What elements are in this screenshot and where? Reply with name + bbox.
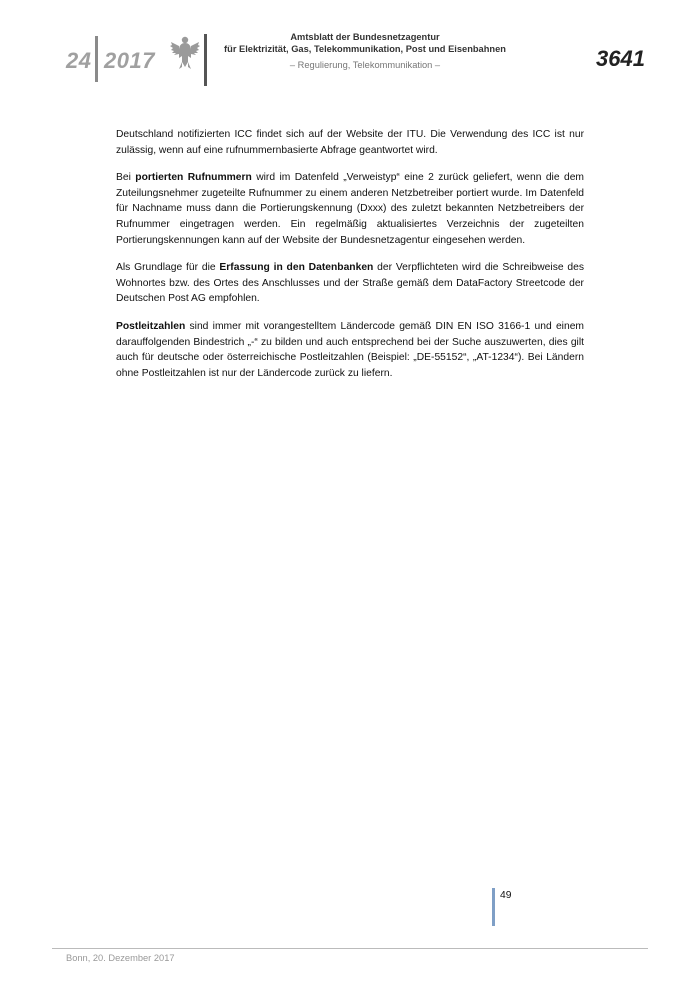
paragraph-2-emphasis: portierten Rufnummern xyxy=(135,172,252,184)
issue-year: 2017 xyxy=(104,48,155,73)
paragraph-3-emphasis: Erfassung in den Datenbanken xyxy=(219,262,374,274)
footer-date: Bonn, 20. Dezember 2017 xyxy=(66,953,175,963)
paragraph-1-text: Deutschland notifizierten ICC findet sich auf der Website der ITU. Die Verwendung des ICC ist nur zulässig, wenn auf eine rufnummernbasierte Abfrage geantwortet wird. xyxy=(116,129,584,156)
paragraph-3-text: der Verpflichteten wird die Schreibweise des Wohnortes bzw. des Ortes des Anschlusses und der Straße gemäß dem DataFactory Streetcode der Deutschen Post AG empfohlen. xyxy=(116,262,584,305)
inner-page-marker xyxy=(492,888,495,926)
gazette-title-line1: Amtsblatt der Bundesnetzagentur xyxy=(290,32,440,42)
issue-number: 24 xyxy=(66,48,92,73)
paragraph-2-prefix: Bei xyxy=(116,172,136,184)
paragraph-2 xyxy=(116,170,584,248)
footer-divider xyxy=(52,948,648,949)
page-number: 3641 xyxy=(596,46,645,71)
issue-divider xyxy=(95,36,98,82)
document-body xyxy=(116,127,584,393)
paragraph-3-prefix: Als Grundlage für die xyxy=(116,262,220,274)
gazette-title xyxy=(210,31,520,55)
paragraph-2-text: wird im Datenfeld „Verweistyp“ eine 2 zurück geliefert, wenn die dem Zuteilungsnehmer zugeteilte Rufnummer zu einem anderen Netzbetreiber portiert wurde. Im Datenfeld für Nachname muss dann die Portierungskennung (Dxxx) des zuletzt bekannten Netzbetreibers der Rufnummer eingetragen werden. Ein regelmäßig aktualisiertes Verzeichnis der zugeteilten Portierungskennungen kann auf der Website der Bundesnetzagentur eingesehen werden. xyxy=(116,172,584,246)
paragraph-3 xyxy=(116,260,584,307)
paragraph-4 xyxy=(116,319,584,381)
header-divider xyxy=(204,34,207,86)
paragraph-4-text: sind immer mit vorangestelltem Ländercode gemäß DIN EN ISO 3166-1 und einem darauffolgenden Bindestrich „-“ zu bilden und auch entsprechend bei der Suche auszuwerten, dies gilt auch für deutsche oder österreichische Postleitzahlen (Beispiel: „DE-55152“, „AT-1234“). Bei Ländern ohne Postleitzahlen ist nur der Ländercode zurück zu liefern. xyxy=(116,320,584,379)
paragraph-1 xyxy=(116,127,584,158)
federal-eagle-icon xyxy=(170,34,200,70)
gazette-subtitle: – Regulierung, Telekommunikation – xyxy=(289,60,441,70)
inner-page-number: 49 xyxy=(500,890,512,901)
paragraph-4-emphasis: Postleitzahlen xyxy=(116,320,186,332)
gazette-title-line2: für Elektrizität, Gas, Telekommunikation, Post und Eisenbahnen xyxy=(224,44,506,54)
